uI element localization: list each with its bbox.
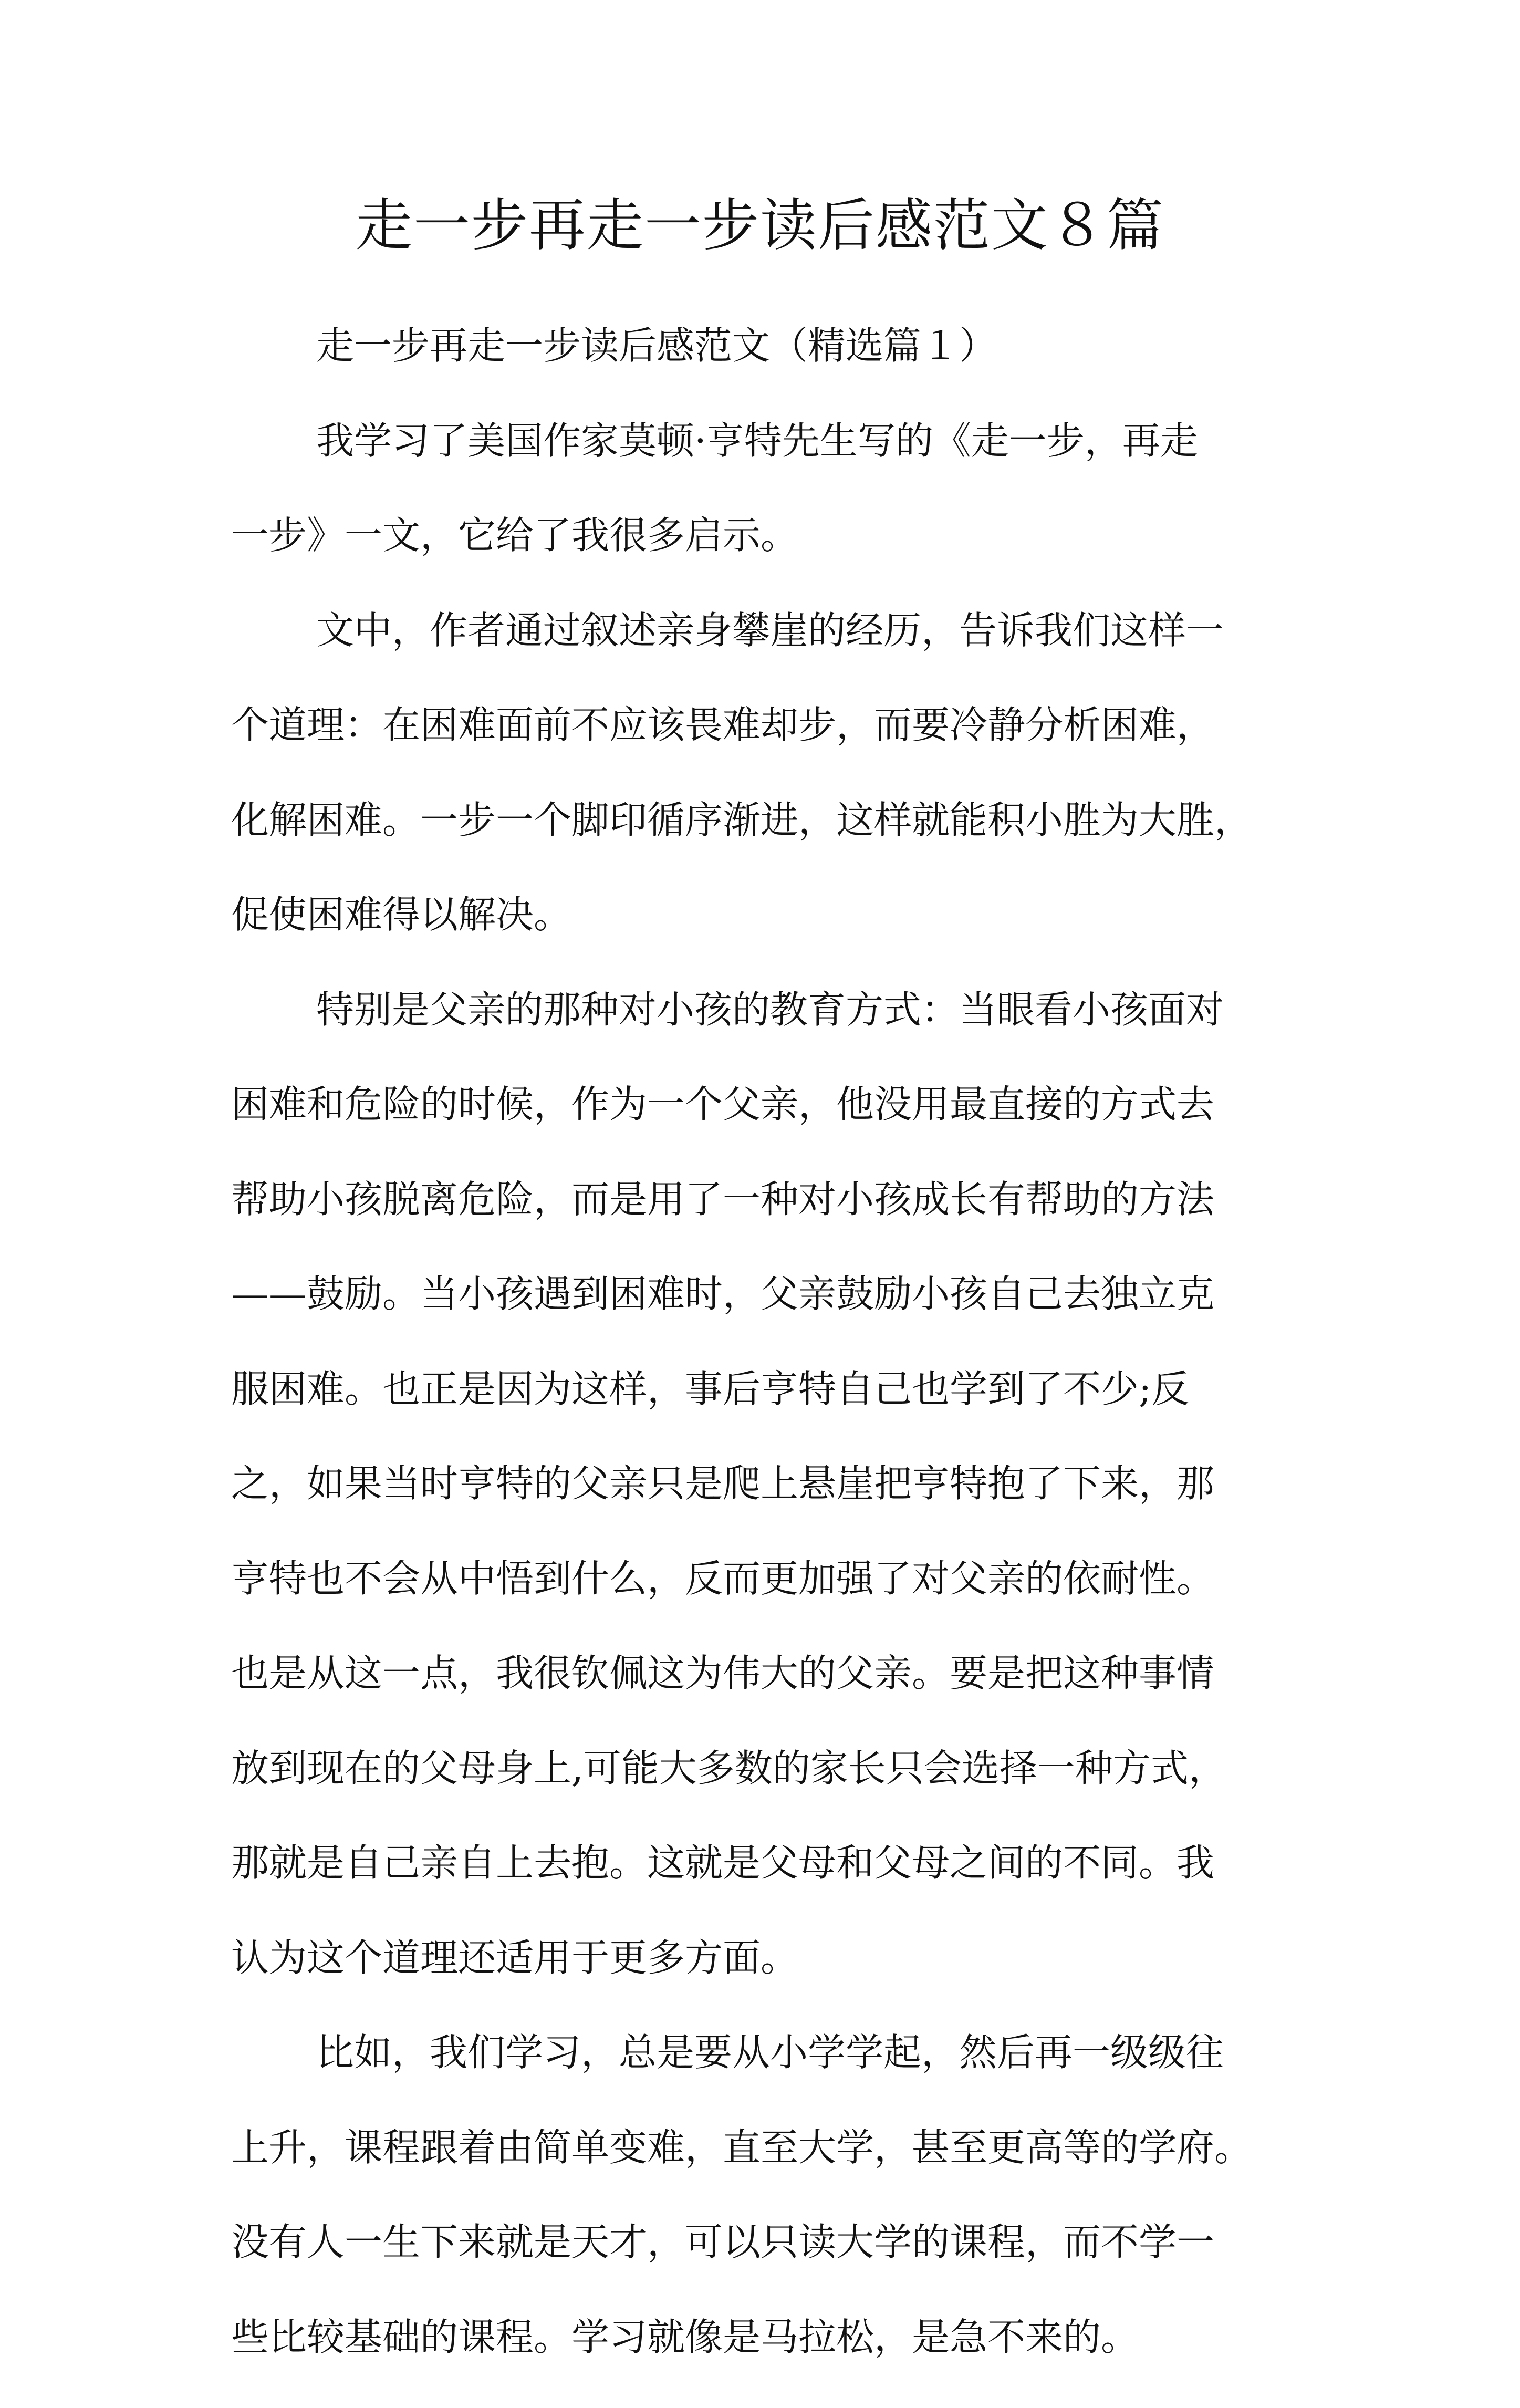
paragraph-line: 文中，作者通过叙述亲身攀崖的经历，告诉我们这样一 xyxy=(316,608,1224,652)
paragraph-line: 之，如果当时亨特的父亲只是爬上悬崖把亨特抱了下来，那 xyxy=(231,1461,1215,1506)
paragraph-line: 困难和危险的时候，作为一个父亲，他没用最直接的方式去 xyxy=(231,1082,1215,1126)
paragraph-line: 我学习了美国作家莫顿·亨特先生写的《走一步，再走 xyxy=(316,418,1198,463)
paragraph-subtitle xyxy=(231,322,1308,369)
paragraph-line: 比如，我们学习，总是要从小学学起，然后再一级级往 xyxy=(316,2030,1224,2074)
document-body xyxy=(231,322,1308,2408)
paragraph-line: 服困难。也正是因为这样，事后亨特自己也学到了不少;反 xyxy=(231,1366,1190,1411)
paragraph-line: 那就是自己亲自上去抱。这就是父母和父母之间的不同。我 xyxy=(231,1841,1215,1885)
paragraph-line: 帮助小孩脱离危险，而是用了一种对小孩成长有帮助的方法 xyxy=(231,1177,1215,1221)
paragraph-lesson xyxy=(231,607,1308,939)
paragraph-line: 特别是父亲的那种对小孩的教育方式：当眼看小孩面对 xyxy=(316,987,1224,1032)
paragraph-line: 上升，课程跟着由简单变难，直至大学，甚至更高等的学府。 xyxy=(231,2125,1253,2170)
paragraph-line: 一步》一文，它给了我很多启示。 xyxy=(231,513,799,557)
paragraph-line: 放到现在的父母身上,可能大多数的家长只会选择一种方式， xyxy=(231,1746,1226,1790)
paragraph-line: 化解困难。一步一个脚印循序渐进，这样就能积小胜为大胜， xyxy=(231,797,1253,842)
paragraph-line: 促使困难得以解决。 xyxy=(231,892,572,937)
paragraph-line: ——鼓励。当小孩遇到困难时，父亲鼓励小孩自己去独立克 xyxy=(231,1272,1215,1316)
paragraph-intro xyxy=(231,417,1308,559)
paragraph-study xyxy=(231,2029,1308,2361)
paragraph-line: 亨特也不会从中悟到什么，反而更加强了对父亲的依耐性。 xyxy=(231,1556,1215,1601)
paragraph-line: 认为这个道理还适用于更多方面。 xyxy=(231,1935,799,1980)
paragraph-line: 也是从这一点，我很钦佩这为伟大的父亲。要是把这种事情 xyxy=(231,1651,1215,1695)
paragraph-line: 个道理：在困难面前不应该畏难却步，而要冷静分析困难， xyxy=(231,703,1215,747)
paragraph-father xyxy=(231,986,1308,1981)
paragraph-line: 些比较基础的课程。学习就像是马拉松，是急不来的。 xyxy=(231,2314,1139,2359)
paragraph-line: 走一步再走一步读后感范文（精选篇１） xyxy=(316,324,997,368)
paragraph-line: 没有人一生下来就是天才，可以只读大学的课程，而不学一 xyxy=(231,2220,1215,2264)
document-title: 走一步再走一步读后感范文８篇 xyxy=(355,193,1164,258)
